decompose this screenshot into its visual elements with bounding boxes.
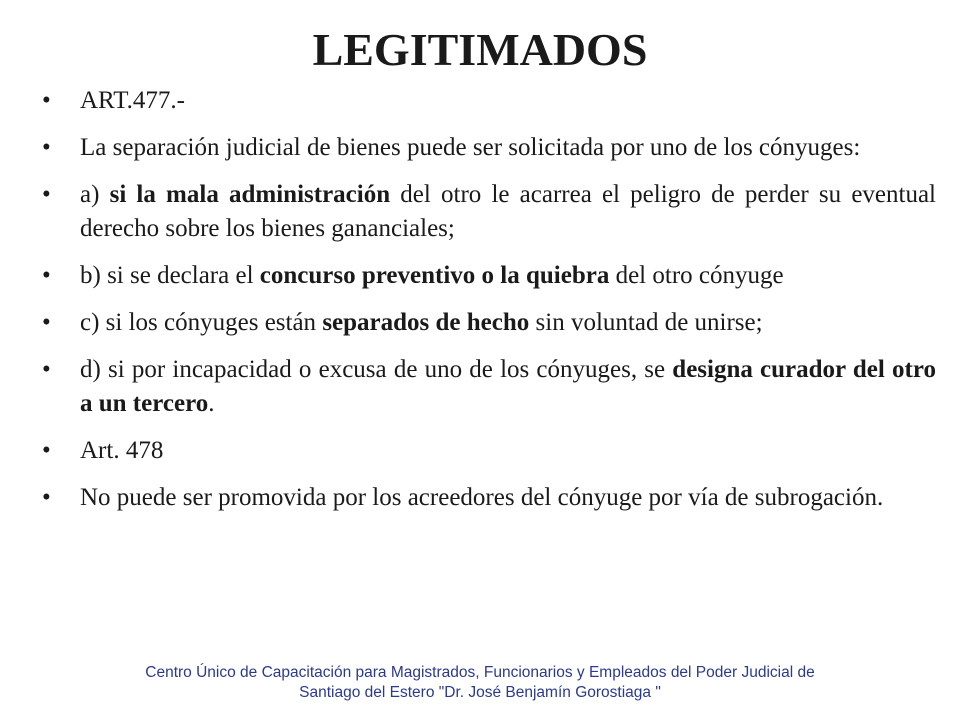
footer bbox=[0, 663, 960, 703]
bullet-item-a bbox=[42, 178, 936, 246]
bullet-item-c bbox=[42, 306, 936, 340]
bullet-item-art477 bbox=[42, 84, 936, 118]
bullet-item-subrogacion bbox=[42, 481, 936, 515]
bullet-dot: • bbox=[42, 437, 51, 464]
bullet-text: No puede ser promovida por los acreedores del cónyuge por vía de subrogación. bbox=[80, 484, 884, 511]
bullet-dot: • bbox=[42, 262, 51, 289]
bullet-text-bold: concurso preventivo o la quiebra bbox=[259, 262, 610, 289]
bullet-text-part: . bbox=[208, 390, 215, 417]
bullet-dot: • bbox=[42, 309, 51, 336]
bullet-text: ART.477.- bbox=[80, 87, 185, 114]
bullet-text: Art. 478 bbox=[80, 437, 164, 464]
bullet-text: La separación judicial de bienes puede ser solicitada por uno de los cónyuges: bbox=[80, 134, 861, 161]
bullet-dot: • bbox=[42, 134, 51, 161]
bullet-list bbox=[42, 84, 936, 528]
bullet-text-bold: si la mala administración bbox=[109, 181, 391, 208]
footer-line-2: Santiago del Estero "Dr. José Benjamín Gorostiaga " bbox=[299, 684, 661, 701]
bullet-item-art478 bbox=[42, 434, 936, 468]
bullet-text-part: c) si los cónyuges están bbox=[80, 309, 323, 336]
bullet-item-b bbox=[42, 259, 936, 293]
bullet-item-d bbox=[42, 353, 936, 421]
bullet-text-part: d) si por incapacidad o excusa de uno de los cónyuges, se bbox=[80, 356, 673, 383]
footer-line-1: Centro Único de Capacitación para Magistrados, Funcionarios y Empleados del Poder Judicial de bbox=[145, 664, 815, 681]
bullet-text-part: sin voluntad de unirse; bbox=[529, 309, 763, 336]
bullet-dot: • bbox=[42, 87, 51, 114]
bullet-dot: • bbox=[42, 484, 51, 511]
bullet-dot: • bbox=[42, 356, 51, 383]
bullet-text-part: del otro le acarrea el peligro de perder su eventual derecho sobre los bienes gananciales; bbox=[80, 181, 936, 242]
bullet-text-part: del otro cónyuge bbox=[609, 262, 784, 289]
bullet-dot: • bbox=[42, 181, 51, 208]
bullet-text-part: a) bbox=[80, 181, 110, 208]
bullet-text-part: b) si se declara el bbox=[80, 262, 260, 289]
slide-title: LEGITIMADOS bbox=[312, 24, 648, 75]
bullet-text-bold: separados de hecho bbox=[322, 309, 530, 336]
bullet-text-bold: designa curador del otro a un tercero bbox=[80, 356, 936, 417]
bullet-item-intro bbox=[42, 131, 936, 165]
